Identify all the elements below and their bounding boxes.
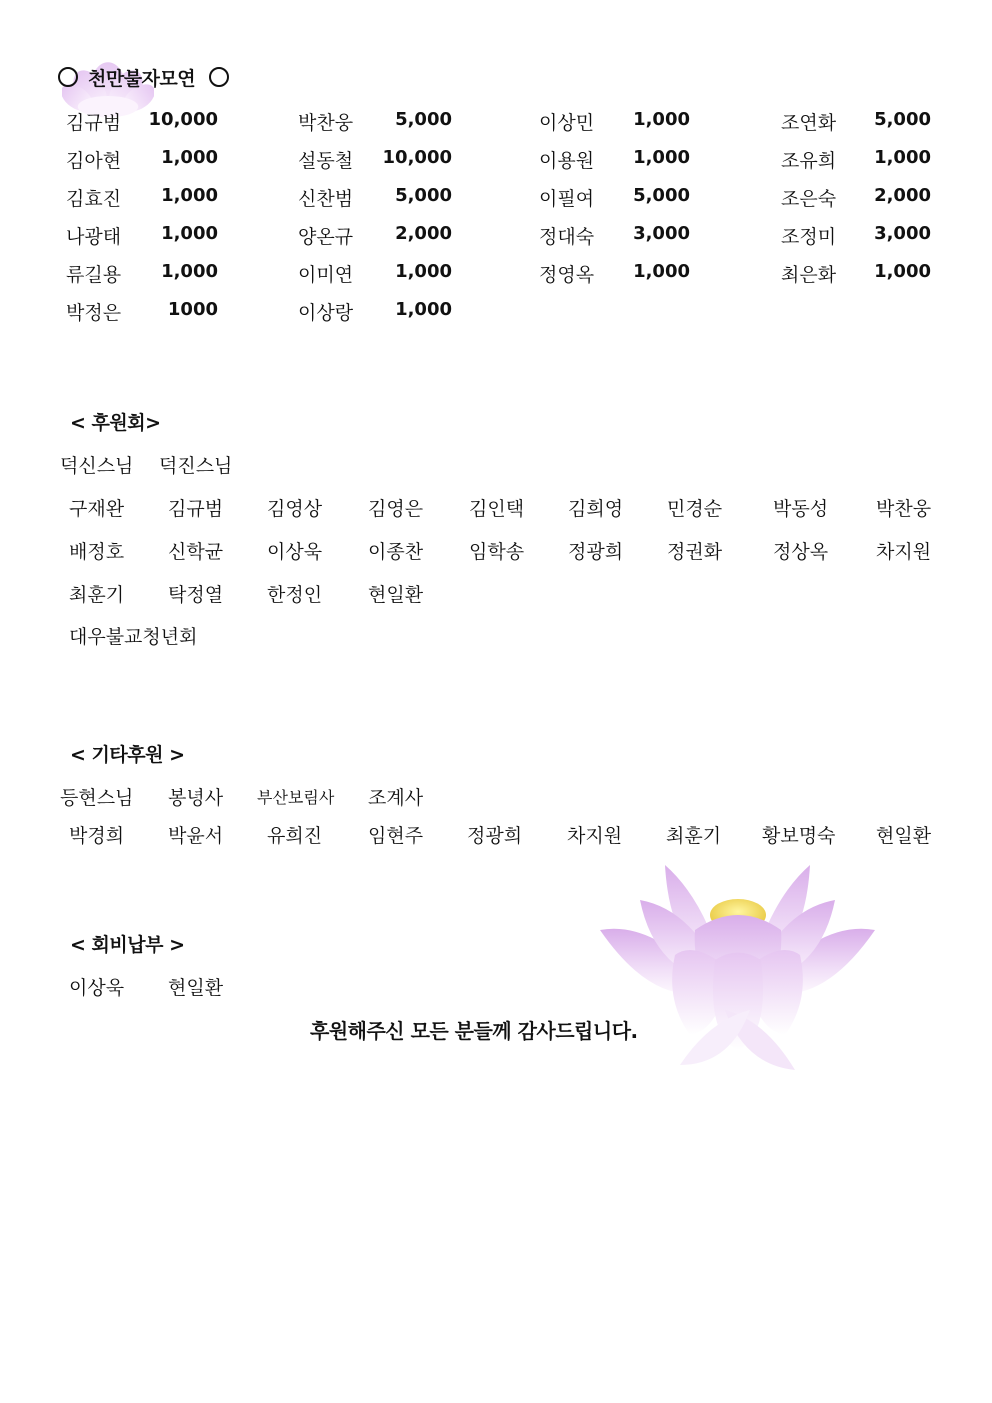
donor-name: 조연화 <box>781 112 837 134</box>
donor-name: 박정은 <box>66 302 122 324</box>
monk-1: 덕신스님 <box>60 455 134 477</box>
donor-amount: 2,000 <box>874 185 931 206</box>
member-name: 차지원 <box>567 825 623 847</box>
donor-amount: 1,000 <box>161 185 218 206</box>
donor-amount: 3,000 <box>633 223 690 244</box>
support-group: 대우불교청년회 <box>69 626 198 648</box>
member-name: 탁정열 <box>168 584 224 606</box>
member-name: 최훈기 <box>69 584 125 606</box>
donor-amount: 1,000 <box>161 261 218 282</box>
member-name: 김영은 <box>368 498 424 520</box>
donor-name: 신찬범 <box>298 188 354 210</box>
member-name: 현일환 <box>368 584 424 606</box>
donor-name: 최은화 <box>781 264 837 286</box>
org-3: 부산보림사 <box>257 788 335 807</box>
circle-icon <box>209 67 229 87</box>
support-title: < 후원회> <box>70 412 161 434</box>
member-name: 김인택 <box>469 498 525 520</box>
member-name: 차지원 <box>876 541 932 563</box>
donor-amount: 10,000 <box>148 109 218 130</box>
donor-name: 이상민 <box>539 112 595 134</box>
circle-icon <box>58 67 78 87</box>
donor-name: 조은숙 <box>781 188 837 210</box>
donor-name: 이상랑 <box>298 302 354 324</box>
member-name: 정광희 <box>568 541 624 563</box>
org-4: 조계사 <box>368 787 424 809</box>
donor-amount: 1,000 <box>633 261 690 282</box>
org-1: 등현스님 <box>60 787 134 809</box>
donation-title <box>58 64 229 91</box>
donor-name: 설동철 <box>298 150 354 172</box>
member-name: 김규범 <box>168 498 224 520</box>
donor-name: 나광태 <box>66 226 122 248</box>
donor-name: 김아현 <box>66 150 122 172</box>
member-name: 정권화 <box>667 541 723 563</box>
thanks-message: 후원해주신 모든 분들께 감사드립니다. <box>310 1019 638 1043</box>
donor-amount: 5,000 <box>633 185 690 206</box>
donor-name: 김효진 <box>66 188 122 210</box>
other-title: < 기타후원 > <box>70 744 185 766</box>
donor-amount: 1,000 <box>395 299 452 320</box>
donor-amount: 1,000 <box>874 261 931 282</box>
donor-name: 김규범 <box>66 112 122 134</box>
donor-name: 양온규 <box>298 226 354 248</box>
donor-name: 이미연 <box>298 264 354 286</box>
member-name: 정상옥 <box>773 541 829 563</box>
donor-amount: 2,000 <box>395 223 452 244</box>
member-name: 박찬웅 <box>876 498 932 520</box>
donor-name: 조유희 <box>781 150 837 172</box>
donation-title-text: 천만불자모연 <box>88 68 196 90</box>
member-name: 황보명숙 <box>762 825 836 847</box>
donor-amount: 5,000 <box>395 185 452 206</box>
donor-amount: 1,000 <box>161 147 218 168</box>
donor-amount: 1,000 <box>161 223 218 244</box>
member-name: 신학균 <box>168 541 224 563</box>
member-name: 최훈기 <box>666 825 722 847</box>
donor-name: 정대숙 <box>539 226 595 248</box>
donor-amount: 5,000 <box>395 109 452 130</box>
fee-title: < 회비납부 > <box>70 934 185 956</box>
member-name: 김영상 <box>267 498 323 520</box>
member-name: 박동성 <box>773 498 829 520</box>
donor-amount: 1,000 <box>633 109 690 130</box>
member-name: 정광희 <box>467 825 523 847</box>
member-name: 임학송 <box>469 541 525 563</box>
donor-name: 이필여 <box>539 188 595 210</box>
donor-name: 박찬웅 <box>298 112 354 134</box>
member-name: 한정인 <box>267 584 323 606</box>
member-name: 박경희 <box>69 825 125 847</box>
member-name: 임현주 <box>368 825 424 847</box>
fee-person-1: 이상욱 <box>69 977 125 999</box>
donor-amount: 3,000 <box>874 223 931 244</box>
member-name: 이상욱 <box>267 541 323 563</box>
member-name: 현일환 <box>876 825 932 847</box>
donor-amount: 1,000 <box>395 261 452 282</box>
member-name: 배정호 <box>69 541 125 563</box>
donor-name: 이용원 <box>539 150 595 172</box>
member-name: 김희영 <box>568 498 624 520</box>
member-name: 구재완 <box>69 498 125 520</box>
monk-2: 덕진스님 <box>159 455 233 477</box>
fee-person-2: 현일환 <box>168 977 224 999</box>
donor-name: 류길용 <box>66 264 122 286</box>
donor-amount: 10,000 <box>382 147 452 168</box>
member-name: 박윤서 <box>168 825 224 847</box>
donor-amount: 1,000 <box>633 147 690 168</box>
donor-name: 조정미 <box>781 226 837 248</box>
org-2: 봉녕사 <box>168 787 224 809</box>
donor-name: 정영옥 <box>539 264 595 286</box>
donor-amount: 1000 <box>167 299 218 320</box>
donor-amount: 1,000 <box>874 147 931 168</box>
lotus-large-image <box>595 860 880 1075</box>
member-name: 이종찬 <box>368 541 424 563</box>
member-name: 민경순 <box>667 498 723 520</box>
donor-amount: 5,000 <box>874 109 931 130</box>
member-name: 유희진 <box>267 825 323 847</box>
